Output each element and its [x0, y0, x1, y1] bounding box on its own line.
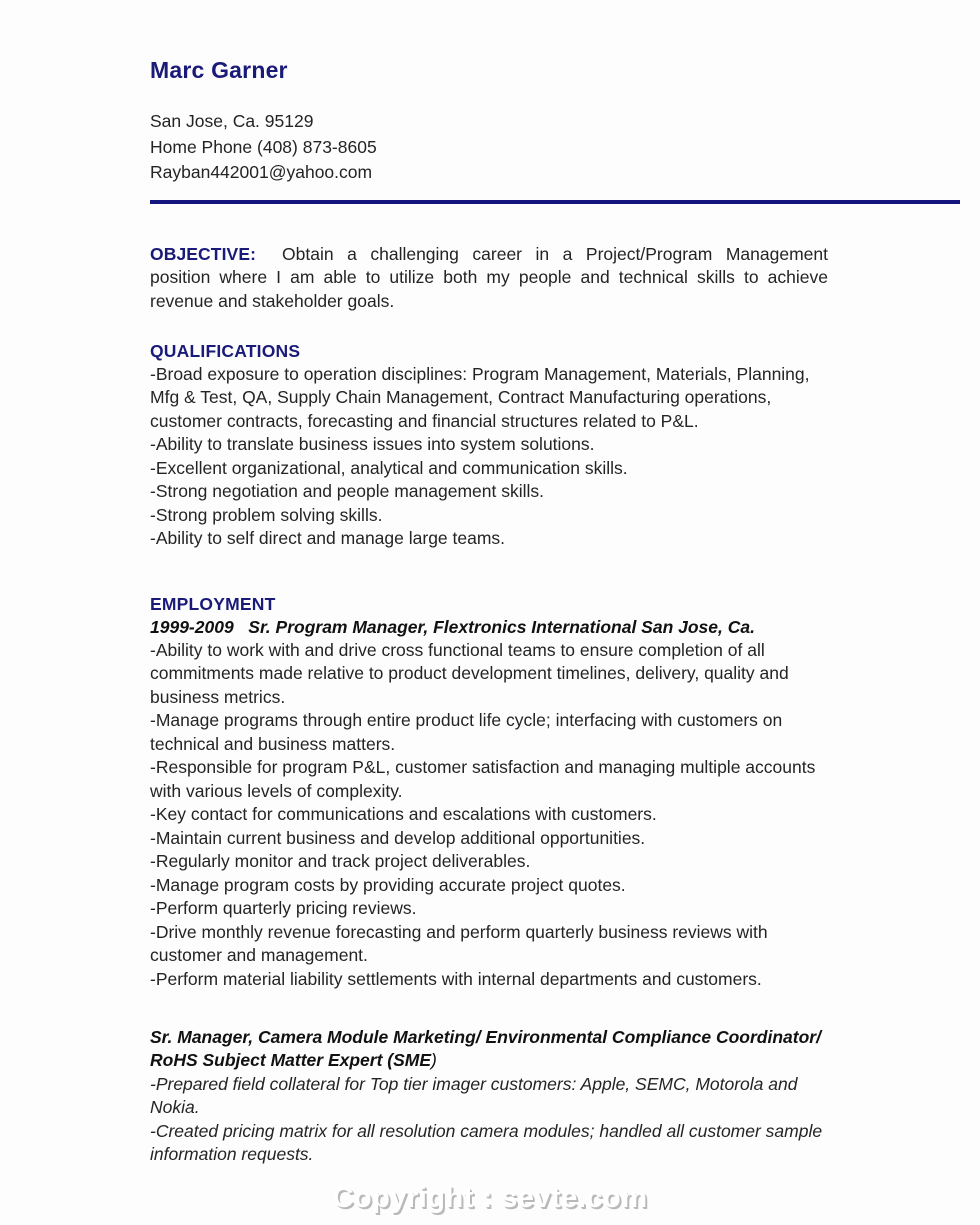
list-item: -Manage program costs by providing accurate project quotes. — [150, 874, 626, 895]
qualifications-list — [150, 363, 840, 551]
list-item: -Drive monthly revenue forecasting and perform quarterly business reviews with customer and management. — [150, 921, 768, 966]
role-title-bold: Sr. Manager, Camera Module Marketing/ Environmental Compliance Coordinator/ RoHS Subject Matter Expert (SME — [150, 1027, 821, 1071]
list-item: -Regularly monitor and track project deliverables. — [150, 851, 531, 872]
role-title-suffix: ) — [431, 1050, 437, 1071]
employment-list — [150, 639, 840, 992]
list-item: -Ability to self direct and manage large teams. — [150, 528, 506, 549]
list-item: -Responsible for program P&L, customer satisfaction and managing multiple accounts with various levels of complexity. — [150, 757, 816, 801]
objective-text: Obtain a challenging career in a Project/Program Management position where I am able to utilize both my people and technical skills to achieve revenue and stakeholder goals. — [150, 244, 828, 311]
list-item: -Excellent organizational, analytical and communication skills. — [150, 457, 628, 478]
list-item: -Prepared field collateral for Top tier imager customers: Apple, SEMC, Motorola and Nokia. — [150, 1073, 798, 1118]
header-divider — [150, 200, 960, 204]
employment-heading: EMPLOYMENT — [150, 594, 276, 614]
contact-phone: Home Phone (408) 873-8605 — [150, 136, 377, 157]
header-block — [150, 58, 830, 185]
candidate-name: Marc Garner — [150, 57, 288, 83]
list-item: -Created pricing matrix for all resolution camera modules; handled all customer sample information requests. — [150, 1120, 823, 1165]
employment-section — [150, 593, 840, 991]
objective-label: OBJECTIVE: — [150, 244, 257, 264]
list-item: -Manage programs through entire product life cycle; interfacing with customers on technical and business matters. — [150, 710, 783, 754]
copyright-watermark: Copyright : sevte.com — [332, 1182, 648, 1214]
qualifications-heading: QUALIFICATIONS — [150, 341, 301, 361]
list-item: -Perform material liability settlements with internal departments and customers. — [150, 968, 762, 989]
role-section — [150, 1026, 840, 1167]
objective-section — [150, 243, 828, 313]
list-item: -Strong negotiation and people management skills. — [150, 481, 544, 502]
contact-address: San Jose, Ca. 95129 — [150, 111, 314, 132]
list-item: -Maintain current business and develop additional opportunities. — [150, 827, 646, 848]
employment-job-line: 1999-2009 Sr. Program Manager, Flextronics International San Jose, Ca. — [150, 616, 755, 637]
list-item: -Broad exposure to operation disciplines: Program Management, Materials, Planning, Mfg & Test, QA, Supply Chain Management, Contract Manufacturing operations, customer contracts, forecasting and financial structures related to P&L. — [150, 363, 810, 431]
list-item: -Key contact for communications and escalations with customers. — [150, 804, 657, 825]
contact-email: Rayban442001@yahoo.com — [150, 162, 373, 183]
qualifications-section — [150, 340, 840, 551]
list-item: -Ability to translate business issues into system solutions. — [150, 434, 595, 455]
list-item: -Strong problem solving skills. — [150, 504, 383, 525]
list-item: -Perform quarterly pricing reviews. — [150, 898, 417, 919]
role-list — [150, 1073, 840, 1167]
list-item: -Ability to work with and drive cross functional teams to ensure completion of all commitments made relative to product development timelines, delivery, quality and business metrics. — [150, 639, 789, 707]
contact-info — [150, 109, 830, 185]
role-title — [150, 1026, 840, 1073]
